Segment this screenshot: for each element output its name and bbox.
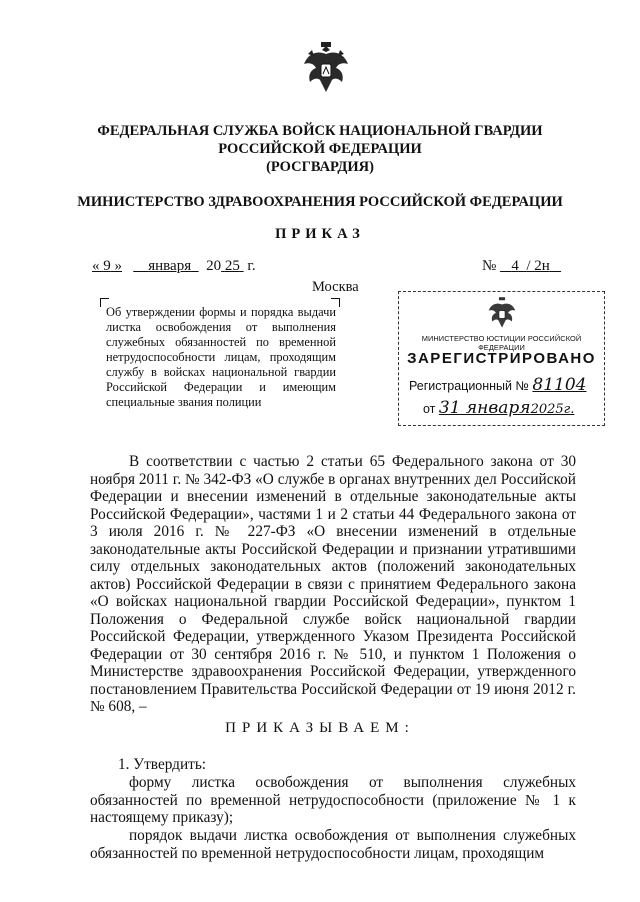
- item-1-a: форму листка освобождения от выполнения служебных обязанностей по временной нетрудоспособности (приложение № 1 к настоящему приказу);: [90, 774, 576, 826]
- order-number: № 4 / 2н: [482, 258, 550, 274]
- item-1-b: порядок выдачи листка освобождения от выполнения служебных обязанностей по временной нетрудоспособности лицам, проходящим: [90, 827, 576, 862]
- preamble-paragraph: В соответствии с частью 2 статьи 65 Федерального закона от 30 ноября 2011 г. № 342-ФЗ «О службе в органах внутренних дел Российской Федерации и внесении изменений в отдельные законодательные акты Российской Федерации», частями 1 и 2 статьи 44 Федерального закона от 3 июля 2016 г. № 227-ФЗ «О внесении изменений в отдельные законодательные акты Российской Федерации и признании утратившими силу отдельных законодательных актов (положений законодательных актов) Российской Федерации в связи с принятием Федерального закона «О войсках национальной гвардии Российской Федерации», пунктом 1 Положения о Федеральной службе войск национальной гвардии Российской Федерации, утвержденного Указом Президента Российской Федерации от 30 сентября 2016 г. № 510, и пунктом 1 Положения о Министерстве здравоохранения Российской Федерации, утвержденного постановлением Правительства Российской Федерации от 19 июня 2012 г. № 608, –: [90, 453, 576, 715]
- stamp-reg-date: от 31 января2025г.: [423, 398, 575, 418]
- stamp-emblem-icon: [487, 296, 517, 330]
- stamp-registered: ЗАРЕГИСТРИРОВАНО: [407, 350, 596, 367]
- order-date: « 9 » января 20 25 г.: [92, 258, 256, 274]
- agency-name-line3: (РОСГВАРДИЯ): [266, 159, 374, 175]
- agency-name-line2: РОССИЙСКОЙ ФЕДЕРАЦИИ: [218, 141, 422, 157]
- coat-of-arms-emblem: [302, 40, 350, 96]
- stamp-ministry: МИНИСТЕРСТВО ЮСТИЦИИ РОССИЙСКОЙ ФЕДЕРАЦИИ: [421, 334, 582, 352]
- ministry-name: МИНИСТЕРСТВО ЗДРАВООХРАНЕНИЯ РОССИЙСКОЙ ФЕДЕРАЦИИ: [77, 194, 563, 210]
- item-1: 1. Утвердить:: [118, 756, 207, 773]
- city: Москва: [312, 279, 359, 295]
- document-type-title: ПРИКАЗ: [275, 226, 365, 242]
- stamp-reg-number: Регистрационный № 81104: [409, 375, 587, 395]
- order-subject: Об утверждении формы и порядка выдачи листка освобождения от выполнения служебных обязанностей по временной нетрудоспособности лицам, проходящим службу в войсках национальной гвардии Российской Федерации и имеющим специальные звания полиции: [106, 305, 336, 409]
- order-word: ПРИКАЗЫВАЕМ:: [225, 720, 415, 736]
- registration-stamp: [398, 291, 605, 426]
- agency-name-line1: ФЕДЕРАЛЬНАЯ СЛУЖБА ВОЙСК НАЦИОНАЛЬНОЙ ГВАРДИИ: [97, 123, 543, 139]
